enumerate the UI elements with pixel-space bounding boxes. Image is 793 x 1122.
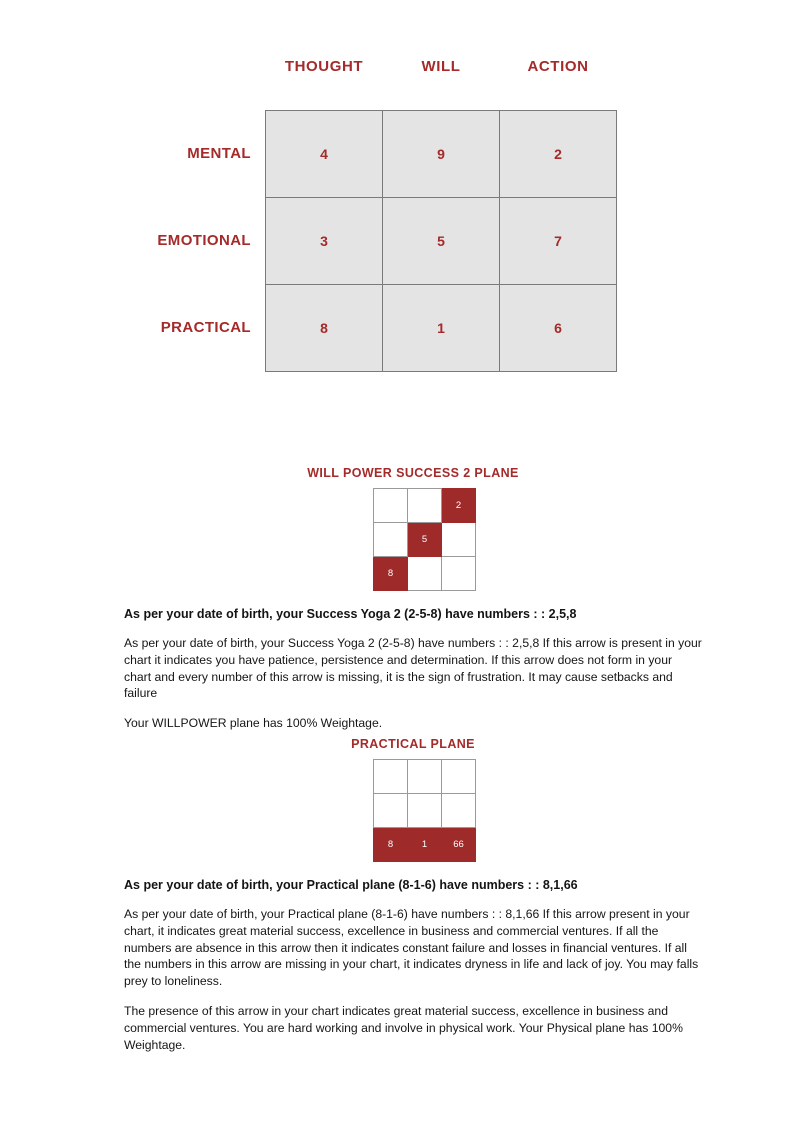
loshu-grid-section (0, 24, 793, 372)
willpower-plane-title: WILL POWER SUCCESS 2 PLANE (307, 466, 519, 480)
loshu-cell: 1 (383, 284, 500, 371)
practical-plane-grid (373, 759, 476, 862)
mini-grid-row (374, 557, 476, 591)
loshu-row-header-practical: PRACTICAL (140, 284, 266, 371)
loshu-cell: 5 (383, 197, 500, 284)
practical-paragraph-1: As per your date of birth, your Practical plane (8-1-6) have numbers : : 8,1,66 If this arrow present in your chart, it indicates great material success, excellence in business and commercial ventures. If all the numbers are absence in this arrow then it indicates constant failure and losses in financial ventures. If all the numbers in this arrow are missing in your chart, it indicates dryness in life and lack of joy. You may falls prey to loneliness. (124, 906, 699, 989)
mini-grid-cell (442, 557, 476, 591)
mini-grid-cell (408, 794, 442, 828)
mini-grid-row (374, 794, 476, 828)
mini-grid-cell (442, 523, 476, 557)
mini-grid-row (374, 523, 476, 557)
mini-grid-cell: 66 (442, 828, 476, 862)
mini-grid-row (374, 760, 476, 794)
loshu-row-practical (140, 284, 617, 371)
mini-grid-cell (408, 760, 442, 794)
loshu-cell: 6 (500, 284, 617, 371)
loshu-column-header-will: WILL (383, 24, 500, 110)
mini-grid-cell (374, 760, 408, 794)
mini-grid-cell: 8 (374, 557, 408, 591)
loshu-row-emotional (140, 197, 617, 284)
mini-grid-cell (442, 760, 476, 794)
loshu-grid-table (140, 24, 617, 372)
mini-grid-cell (374, 489, 408, 523)
mini-grid-cell (374, 794, 408, 828)
loshu-column-header-thought: THOUGHT (266, 24, 383, 110)
willpower-plane-text (124, 606, 702, 745)
loshu-cell: 4 (266, 110, 383, 197)
loshu-cell: 9 (383, 110, 500, 197)
mini-grid-cell (374, 523, 408, 557)
mini-grid-cell: 5 (408, 523, 442, 557)
willpower-plane-block (0, 466, 793, 591)
loshu-row-header-mental: MENTAL (140, 110, 266, 197)
willpower-heading: As per your date of birth, your Success Yoga 2 (2-5-8) have numbers : : 2,5,8 (124, 607, 577, 621)
loshu-row-header-emotional: EMOTIONAL (140, 197, 266, 284)
loshu-cell: 7 (500, 197, 617, 284)
loshu-row-mental (140, 110, 617, 197)
willpower-plane-grid (373, 488, 476, 591)
loshu-corner-blank (140, 24, 266, 110)
mini-grid-cell: 2 (442, 489, 476, 523)
willpower-paragraph-2: Your WILLPOWER plane has 100% Weightage. (124, 716, 383, 731)
loshu-cell: 8 (266, 284, 383, 371)
practical-paragraph-2: The presence of this arrow in your chart indicates great material success, excellence in business and commercial ventures. You are hard working and involve in physical work. Your Physical plane has 100% Weightage. (124, 1004, 683, 1052)
mini-grid-cell: 1 (408, 828, 442, 862)
mini-grid-cell: 8 (374, 828, 408, 862)
practical-heading: As per your date of birth, your Practical plane (8-1-6) have numbers : : 8,1,66 (124, 878, 578, 892)
loshu-cell: 2 (500, 110, 617, 197)
loshu-column-header-action: ACTION (500, 24, 617, 110)
willpower-paragraph-1: As per your date of birth, your Success Yoga 2 (2-5-8) have numbers : : 2,5,8 If this arrow is present in your chart it indicates you have patience, persistence and determination. If this arrow does not form in your chart and every number of this arrow is missing, it is the sign of frustration. It may cause setbacks and failure (124, 635, 702, 701)
mini-grid-row (374, 489, 476, 523)
mini-grid-cell (442, 794, 476, 828)
practical-plane-block (0, 737, 793, 862)
loshu-header-row (140, 24, 617, 110)
practical-plane-title: PRACTICAL PLANE (351, 737, 475, 751)
loshu-cell: 3 (266, 197, 383, 284)
practical-plane-text (124, 877, 702, 1067)
mini-grid-cell (408, 489, 442, 523)
mini-grid-row (374, 828, 476, 862)
mini-grid-cell (408, 557, 442, 591)
